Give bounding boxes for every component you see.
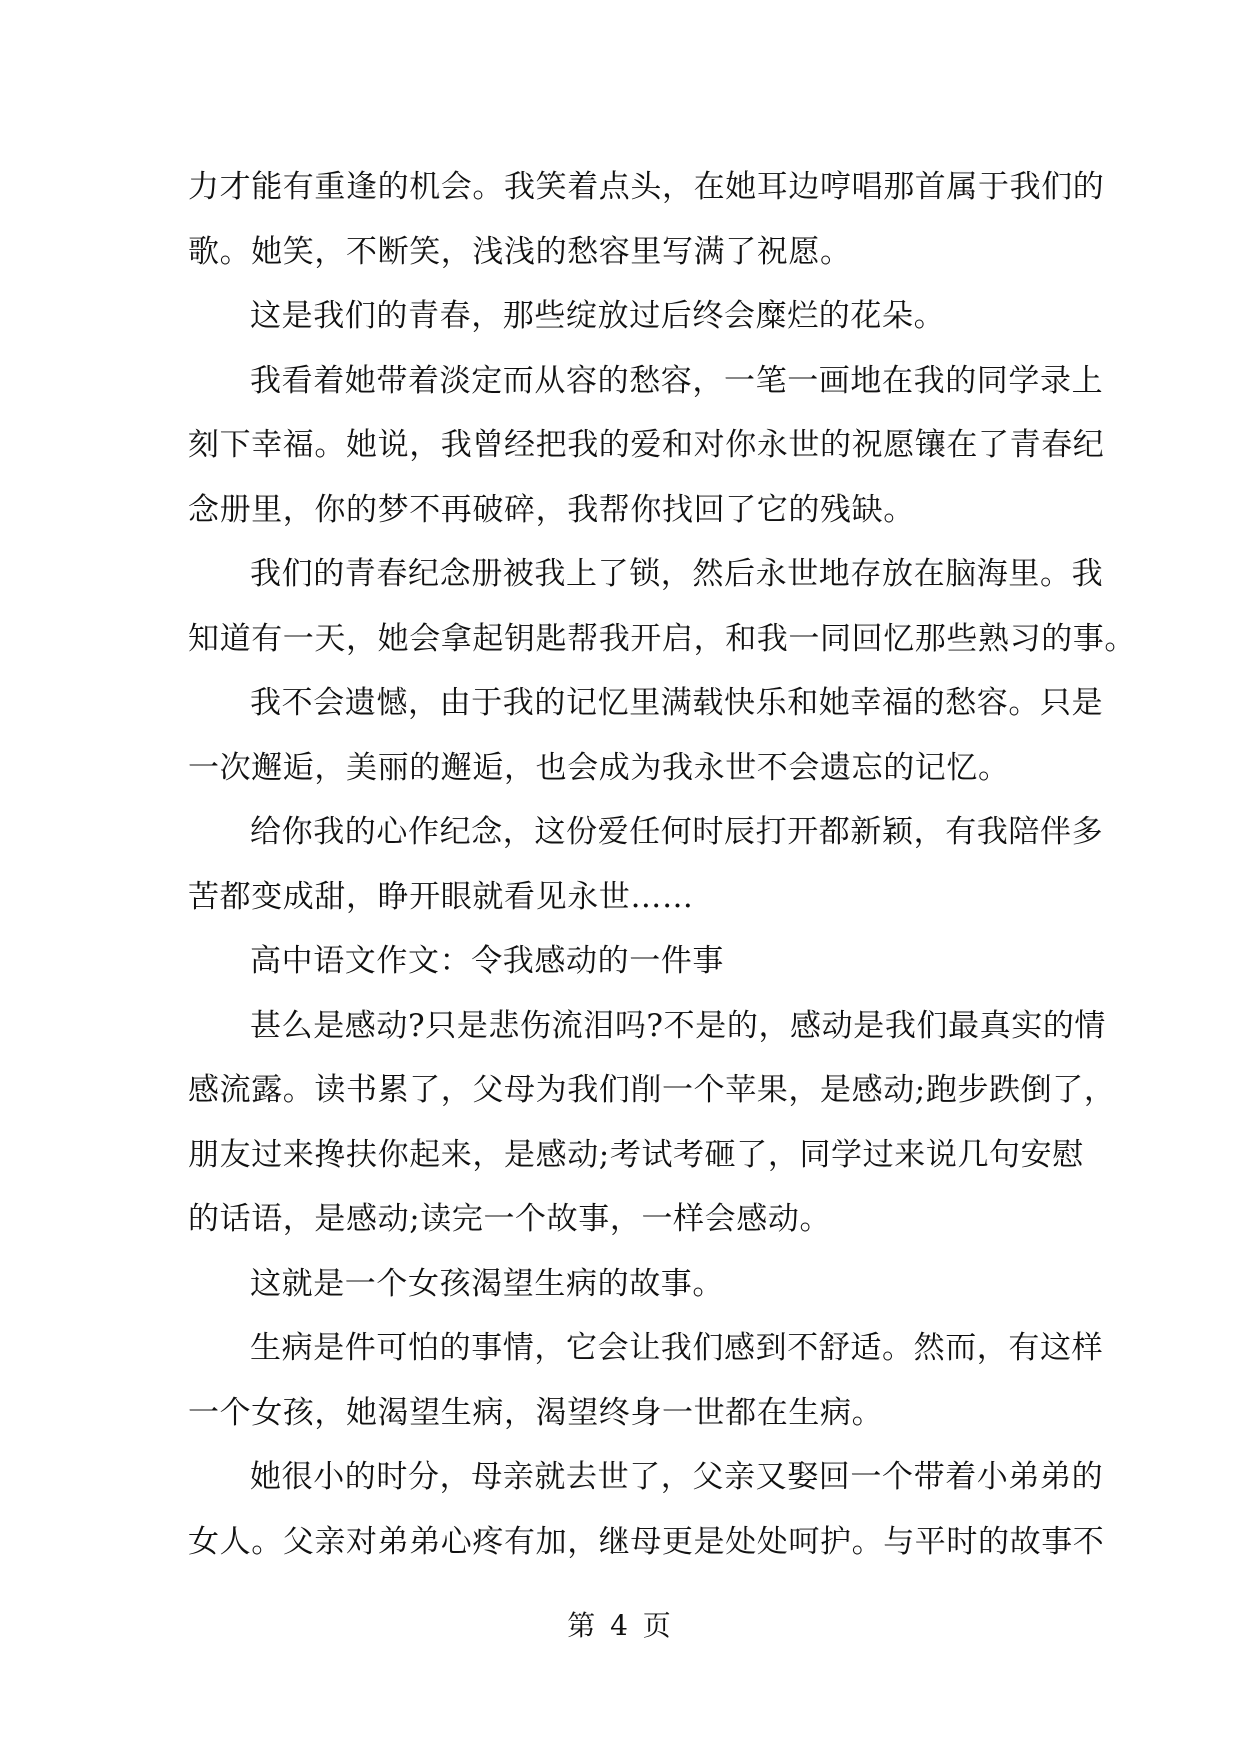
text-line: 高中语文作文：令我感动的一件事 [250,943,724,979]
text-line: 生病是件可怕的事情，它会让我们感到不舒适。然而，有这样 [250,1330,1104,1366]
text-line: 我们的青春纪念册被我上了锁，然后永世地存放在脑海里。我 [250,556,1104,592]
text-line: 苦都变成甜，睁开眼就看见永世…… [188,878,694,915]
text-line: 我不会遗憾，由于我的记忆里满载快乐和她幸福的愁容。只是 [250,685,1104,721]
document-body [188,155,1136,1574]
text-line: 知道有一天，她会拿起钥匙帮我开启，和我一同回忆那些熟习的事。 [188,620,1136,657]
text-line: 念册里，你的梦不再破碎，我帮你找回了它的残缺。 [188,491,915,528]
text-line: 感流露。读书累了，父母为我们削一个苹果，是感动;跑步跌倒了， [188,1072,1116,1108]
page-number: 第 4 页 [567,1609,674,1642]
text-line: 女人。父亲对弟弟心疼有加，继母更是处处呵护。与平时的故事不 [188,1523,1105,1560]
text-line: 的话语，是感动;读完一个故事，一样会感动。 [188,1201,832,1237]
text-line: 朋友过来搀扶你起来，是感动;考试考砸了，同学过来说几句安慰 [188,1136,1084,1173]
text-line: 甚么是感动?只是悲伤流泪吗?不是的，感动是我们最真实的情 [250,1007,1107,1044]
text-line: 一次邂逅，美丽的邂逅，也会成为我永世不会遗忘的记忆。 [188,749,1010,786]
text-line: 这是我们的青春，那些绽放过后终会糜烂的花朵。 [250,298,946,334]
text-line: 刻下幸福。她说，我曾经把我的爱和对你永世的祝愿镶在了青春纪 [188,427,1105,463]
text-line: 歌。她笑，不断笑，浅浅的愁容里写满了祝愿。 [188,233,852,270]
text-line: 我看着她带着淡定而从容的愁容，一笔一画地在我的同学录上 [250,362,1104,399]
text-line: 一个女孩，她渴望生病，渴望终身一世都在生病。 [188,1394,884,1431]
text-line: 这就是一个女孩渴望生病的故事。 [250,1265,724,1302]
text-line: 她很小的时分，母亲就去世了，父亲又娶回一个带着小弟弟的 [250,1459,1104,1495]
text-line: 力才能有重逢的机会。我笑着点头，在她耳边哼唱那首属于我们的 [188,169,1105,205]
text-line: 给你我的心作纪念，这份爱任何时辰打开都新颖，有我陪伴多 [250,814,1104,850]
